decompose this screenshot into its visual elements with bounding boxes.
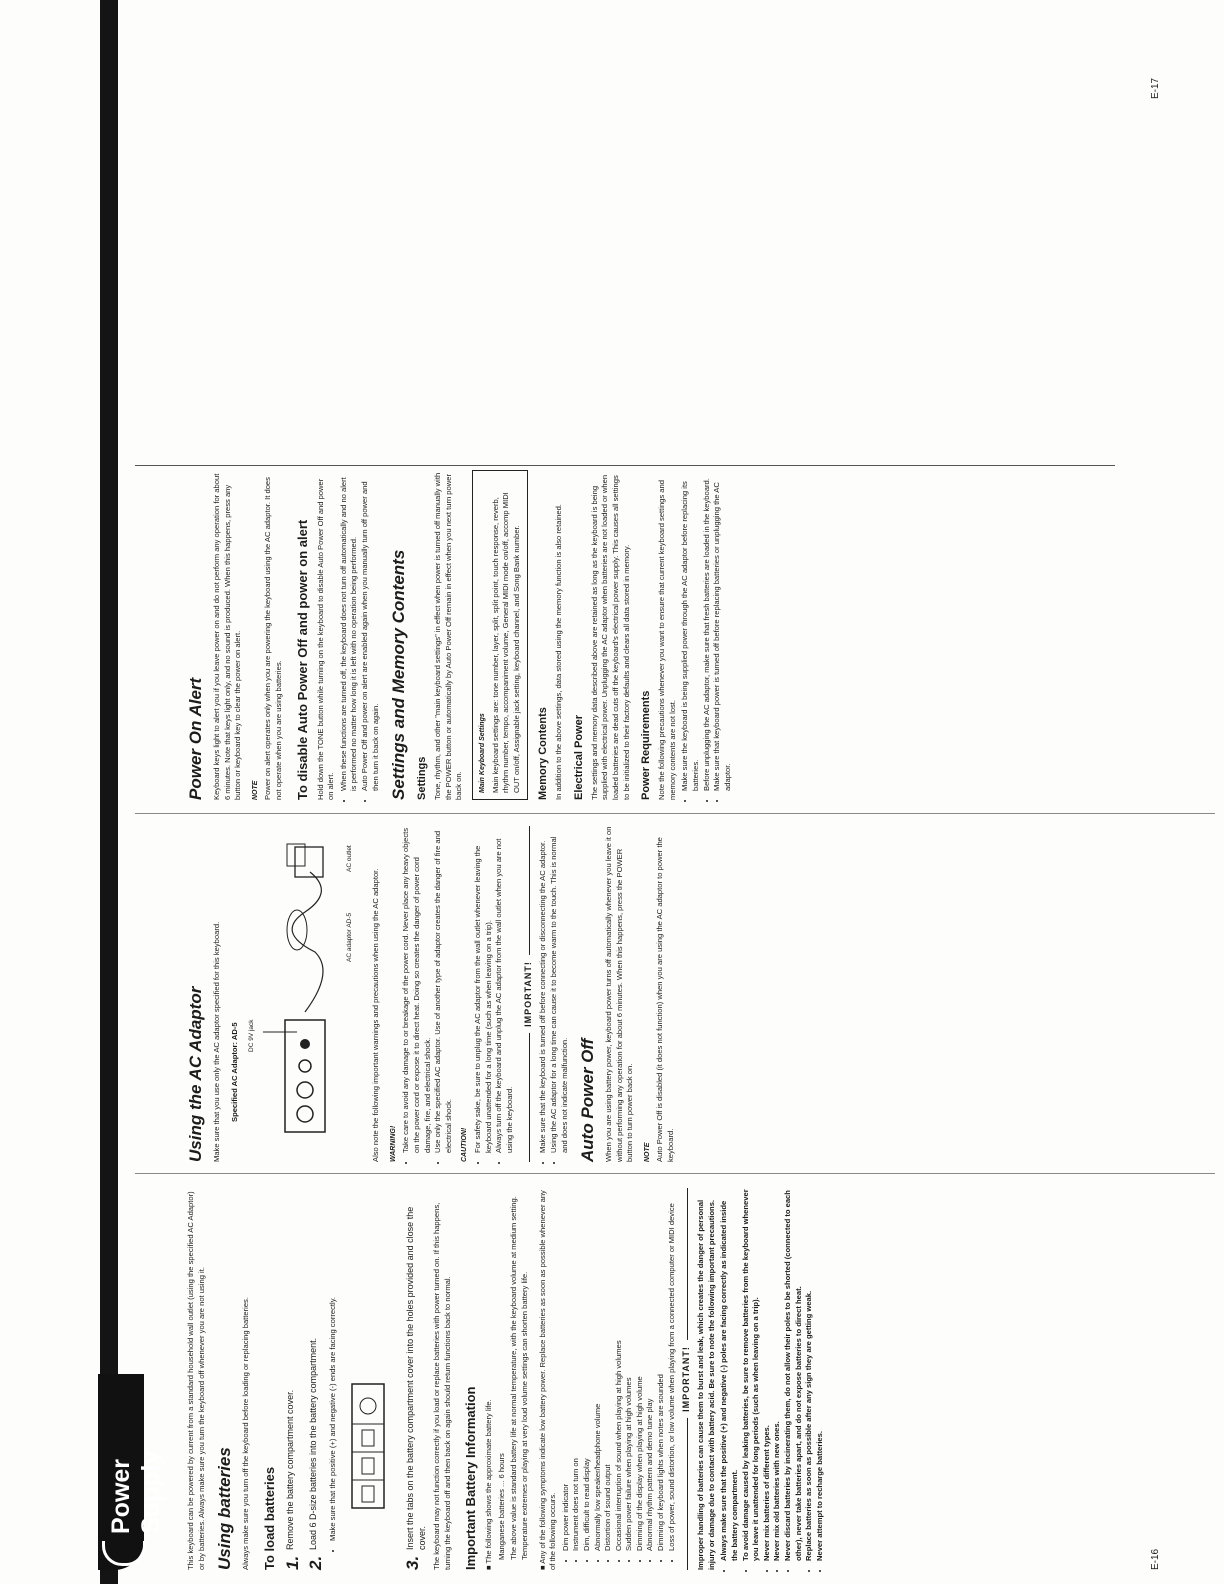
- precaution-note: Also note the following important warnings and precautions when using the AC adaptor.: [371, 868, 381, 1162]
- power-on-alert-text: Keyboard keys light to alert you if you leave power on and do not perform any operation for about 6 minutes. Note that keys light only, and no sound is produced. When this happens, press any button or keyboard key to clear the power on alert.: [212, 473, 243, 800]
- low-power-intro: Any of the following symptoms indicate low battery power. Replace batteries as soon as possible whenever any of the following occurs.: [537, 1190, 558, 1570]
- battery-life-intro: The following shows the approximate battery life.: [484, 1399, 494, 1564]
- column-divider: [135, 813, 1215, 814]
- list-item: • Take care to avoid any damage to or breakage of the power cord. Never place any heavy objects on the power cord or expose it to direct heat. Doing so creates the danger of power cord damage, fire, and electrical shock.: [401, 826, 433, 1153]
- disable-list: [339, 470, 381, 800]
- list-item: • Always turn off the keyboard and unplug the AC adaptor from the wall outlet when you are not using the keyboard.: [494, 826, 515, 1153]
- auto-power-off-note: Auto Power Off is disabled (it does not function) when you are using the AC adaptor to power the keyboard.: [655, 837, 676, 1162]
- caution-list: [473, 826, 515, 1162]
- to-load-heading: To load batteries: [261, 1466, 277, 1570]
- list-item: • Never mix batteries of different types.: [762, 1188, 773, 1561]
- list-item: • Make sure that keyboard power is turned off before replacing batteries or unplugging the AC adaptor.: [712, 470, 733, 791]
- list-item: • Always make sure that the positive (+) and negative (-) poles are facing correctly as indicated inside the battery compartment.: [719, 1188, 740, 1561]
- list-item: • Distortion of sound output: [603, 1188, 614, 1551]
- adaptor-important-box: [523, 826, 534, 1162]
- step-1: 1. Remove the battery compartment cover.: [282, 1389, 302, 1570]
- specified-adaptor: Specified AC Adaptor: AD-5: [229, 1022, 239, 1122]
- ac-adaptor-heading: Using the AC Adaptor: [186, 986, 205, 1162]
- list-item: • Instrument does not turn on: [571, 1188, 582, 1551]
- list-item: • Auto Power Off and power on alert are enabled again when you manually turn off power and then turn it back on again.: [360, 470, 381, 791]
- list-item: • Dim power indicator: [561, 1188, 572, 1551]
- list-item: • Make sure that the keyboard is turned off before connecting or disconnecting the AC adaptor.: [538, 826, 549, 1153]
- battery-life-label: Manganese batteries: [496, 1489, 506, 1560]
- list-item: • Dim, difficult to read display: [582, 1188, 593, 1551]
- page-number-right: E-17: [1150, 77, 1161, 99]
- list-item: • Abnormally low speaker/headphone volume: [593, 1188, 604, 1551]
- malfunction-text: The keyboard may not function correctly if you load or replace batteries with power turned on. If this happens, turning the keyboard off and then back on again should return functions back to normal.: [431, 1202, 452, 1570]
- important-label: IMPORTANT!: [681, 1340, 692, 1418]
- header-bracket-icon: [102, 1541, 146, 1566]
- disable-text: Hold down the TONE button while turning on the keyboard to disable Auto Power Off and power on alert.: [315, 478, 336, 800]
- warning-list: [401, 826, 454, 1162]
- memory-heading: Memory Contents: [537, 707, 550, 800]
- using-batteries-text: Always make sure you turn off the keyboard before loading or replacing batteries.: [241, 1297, 251, 1570]
- page-number-left: E-16: [1150, 1548, 1161, 1570]
- list-item: • Occasional interruption of sound when playing at high volumes: [614, 1188, 625, 1551]
- column-ac-adaptor: [186, 826, 684, 1162]
- important-label: IMPORTANT!: [523, 955, 534, 1033]
- column-divider: [135, 1173, 1215, 1174]
- page-edge-rule: [135, 465, 1115, 466]
- important-intro: Improper handling of batteries can cause them to burst and leak, which creates the danger of personal injury or damage due to contact with battery acid. Be sure to note the following important precautions.: [696, 1199, 716, 1570]
- settings-memory-heading: Settings and Memory Contents: [389, 549, 409, 800]
- battery-life-text: The above value is standard battery life at normal temperature, with the keyboard volume at medium setting. Temperature extremes or playing at very loud volume settings can shorten battery life.: [509, 1196, 529, 1560]
- list-item: • Make sure the keyboard is being supplied power through the AC adaptor before replacing its batteries.: [680, 470, 701, 791]
- auto-power-off-heading: Auto Power Off: [578, 1038, 598, 1162]
- list-item: • Never attempt to recharge batteries.: [815, 1188, 826, 1561]
- requirements-list: [680, 470, 733, 800]
- power-on-alert-note: Power on alert operates only when you are powering the keyboard using the AC adaptor. It does not operate when you are using batteries.: [263, 477, 283, 800]
- requirements-intro: Note the following precautions whenever you want to ensure that current keyboard settings and memory contents are not lost.: [657, 480, 677, 800]
- list-item: • Abnormal rhythm pattern and demo tune play: [645, 1188, 656, 1551]
- list-item: • When these functions are turned off, the keyboard does not turn off automatically and no alert is performed no matter how long it is left with no operation being performed.: [339, 470, 360, 791]
- symptom-list: [561, 1188, 678, 1560]
- auto-power-off-text: When you are using battery power, keyboard power turns off automatically whenever you leave it on without performing any operation for about 6 minutes. When this happens, press the POWER button to turn power back on.: [604, 826, 635, 1162]
- dc-jack-label: DC 9V jack: [248, 1019, 256, 1052]
- ac-adaptor-intro: Make sure that you use only the AC adaptor specified for this keyboard.: [212, 921, 221, 1162]
- section-title: Power Supply: [107, 1450, 165, 1534]
- main-settings-heading: Main Keyboard Settings: [478, 713, 486, 793]
- list-item: • Dimming of keyboard lights when notes are sounded: [656, 1188, 667, 1551]
- list-item: • Never discard batteries by incinerating them, do not allow their poles to be shorted (connected to each other), never take batteries apart, and do not expose batteries to direct heat.: [783, 1188, 804, 1561]
- power-on-alert-heading: Power On Alert: [186, 677, 205, 800]
- adaptor-label: AC adaptor AD-5: [346, 912, 354, 962]
- battery-info-heading: Important Battery Information: [463, 1386, 479, 1570]
- step-2: 2. Load 6 D-size batteries into the battery compartment.: [305, 1337, 325, 1570]
- list-item: • Use only the specified AC adaptor. Use of another type of adaptor creates the danger of fire and electrical shock.: [433, 826, 454, 1153]
- battery-compartment-illustration: [348, 1380, 388, 1510]
- main-settings-box: [472, 470, 528, 800]
- intro-paragraph: This keyboard can be powered by current from a standard household wall outlet (using the specified AC Adaptor) or by batteries. Always make sure you turn the keyboard off whenever you are not using it.: [186, 1191, 206, 1570]
- electrical-text: The settings and memory data described above are retained as long as the keyboard is being supplied with electrical power. Unplugging the AC adaptor when batteries are not loaded or when loaded batteries are dead cuts off the keyboard's electrical power supply. This causes all settings to be initialized to their factory defaults and clears all data stored in memory.: [589, 474, 631, 800]
- adaptor-drawing: [255, 832, 365, 1162]
- list-item: • Replace batteries as soon as possible after any sign they are getting weak.: [804, 1188, 815, 1561]
- list-item: • Loss of power, sound distortion, or low volume when playing from a connected computer or MIDI device: [667, 1188, 678, 1551]
- using-batteries-heading: Using batteries: [215, 1447, 235, 1570]
- list-item: • For safety sake, be sure to unplug the AC adaptor from the wall outlet whenever leaving the keyboard unattended for a long time (such as when leaving on a trip).: [473, 826, 494, 1153]
- page-header-rule: [100, 0, 118, 1584]
- note-label: NOTE: [251, 780, 259, 800]
- note-label: NOTE: [643, 1142, 651, 1162]
- section-header-tab: [98, 1374, 165, 1570]
- list-item: • Never mix old batteries with new ones.: [772, 1188, 783, 1561]
- list-item: • Sudden power failure when playing at high volumes: [624, 1188, 635, 1551]
- list-item: • Dimming of the display when playing at high volume: [635, 1188, 646, 1551]
- list-item: • To avoid damage caused by leaking batteries, be sure to remove batteries from the keyboard whenever you leave it unattended for long periods (such as when leaving on a trip).: [741, 1188, 762, 1561]
- caution-label: CAUTION!: [461, 1127, 469, 1162]
- important-list: [719, 1188, 825, 1570]
- column-power-on-alert: [186, 470, 739, 800]
- adaptor-illustration: [247, 826, 365, 1162]
- list-item: • Before unplugging the AC adaptor, make sure that fresh batteries are loaded in the keyboard.: [702, 470, 713, 791]
- battery-life-value: 6 hours: [496, 1453, 506, 1479]
- list-item: • Using the AC adaptor for a long time can cause it to become warm to the touch. This is normal and does not indicate malfunction.: [549, 826, 570, 1153]
- step-2-bullet: • Make sure that the positive (+) and negative (-) ends are facing correctly.: [328, 1188, 339, 1541]
- column-batteries: This keyboard can be powered by current from a standard household wall outlet (using the specified AC Adaptor) or by batteries. Always make sure you turn the keyboard off whenever you are not using it. Using batteries Always make sure you turn off the keyboard before loading or replacing batteries. To load batteries 1. Remove the battery compartment cover. 2. Load 6 D-size batteries into the battery compartment. • Make sure that the positive (+) and negative (-) ends are facing correctly. 3. Insert the tabs on the battery compartment cover into the holes provided and close the cover. The keyboard may not function correctly if you load or replace batteries with power turned on. If this happens, turning the keyboard off and then back on again should return functions back to normal. Important Battery Information ■ The following shows the approximate battery life. Manganese batteries ... 6 hours The above value is standard battery life at normal temperature, with the keyboard volume at medium setting. Temperature extremes or playing at very loud volume settings can shorten battery life. ■ Any of the following symptoms indicate low battery power. Replace batteries as soon as possible whenever any of the following occurs. • Dim power indicator • Instrument does not turn on • Dim, difficult to read display • Abnormally low speaker/headphone volume • Distortion of sound output • Occasional interruption of sound when playing at high volumes • Sudden power failure when playing at high volumes • Dimming of the display when playing at high volume • Abnormal rhythm pattern and demo tune play • Dimming of keyboard lights when notes are sounded • Loss of power, sound distortion, or low volume when playing from a connected computer or MIDI device IMPORTANT! Improper handling of batteries can cause them to burst and leak, which creates the danger of personal injury or damage due to contact with battery acid. Be sure to note the following important precautions. • Always make sure that the positive (+) and negative (-) poles are facing correctly as indicated inside the battery compartment. • To avoid damage caused by leaking batteries, be sure to remove batteries from the keyboard whenever you leave it unattended for long periods (such as when leaving on a trip). • Never mix batteries of different types. • Never mix old batteries with new ones. • Never discard batteries by incinerating them, do not allow their poles to be shorted (connected to each other), never take batteries apart, and do not expose batteries to direct heat. • Replace batteries as soon as possible after any sign they are getting weak. • Never attempt to recharge batteries.: [186, 1188, 831, 1570]
- disable-heading: To disable Auto Power Off and power on alert: [294, 519, 310, 800]
- electrical-heading: Electrical Power: [572, 715, 585, 800]
- settings-heading: Settings: [416, 756, 429, 800]
- adaptor-important-list: [538, 826, 570, 1162]
- warning-label: WARNING!: [389, 1125, 397, 1162]
- step-3: 3. Insert the tabs on the battery compartment cover into the holes provided and close the cover.: [402, 1206, 427, 1570]
- memory-text: In addition to the above settings, data stored using the memory function is also retained.: [554, 504, 564, 800]
- requirements-heading: Power Requirements: [640, 690, 653, 800]
- main-settings-text: Main keyboard settings are: tone number, layer, split, split point, touch response, reverb, rhythm number, tempo, accompaniment volume, General MIDI mode on/off, accomp MIDI OUT on/off, Assignable jack setting, keyboard channel, and Song Bank number.: [490, 492, 521, 793]
- battery-important-box: [681, 1188, 692, 1570]
- outlet-label: AC outlet: [346, 845, 354, 872]
- settings-text: Tone, rhythm, and other "main keyboard settings" in effect when power is turned off manually with the POWER button or automatically by Auto Power Off remain in effect when you next turn power back on.: [433, 472, 464, 800]
